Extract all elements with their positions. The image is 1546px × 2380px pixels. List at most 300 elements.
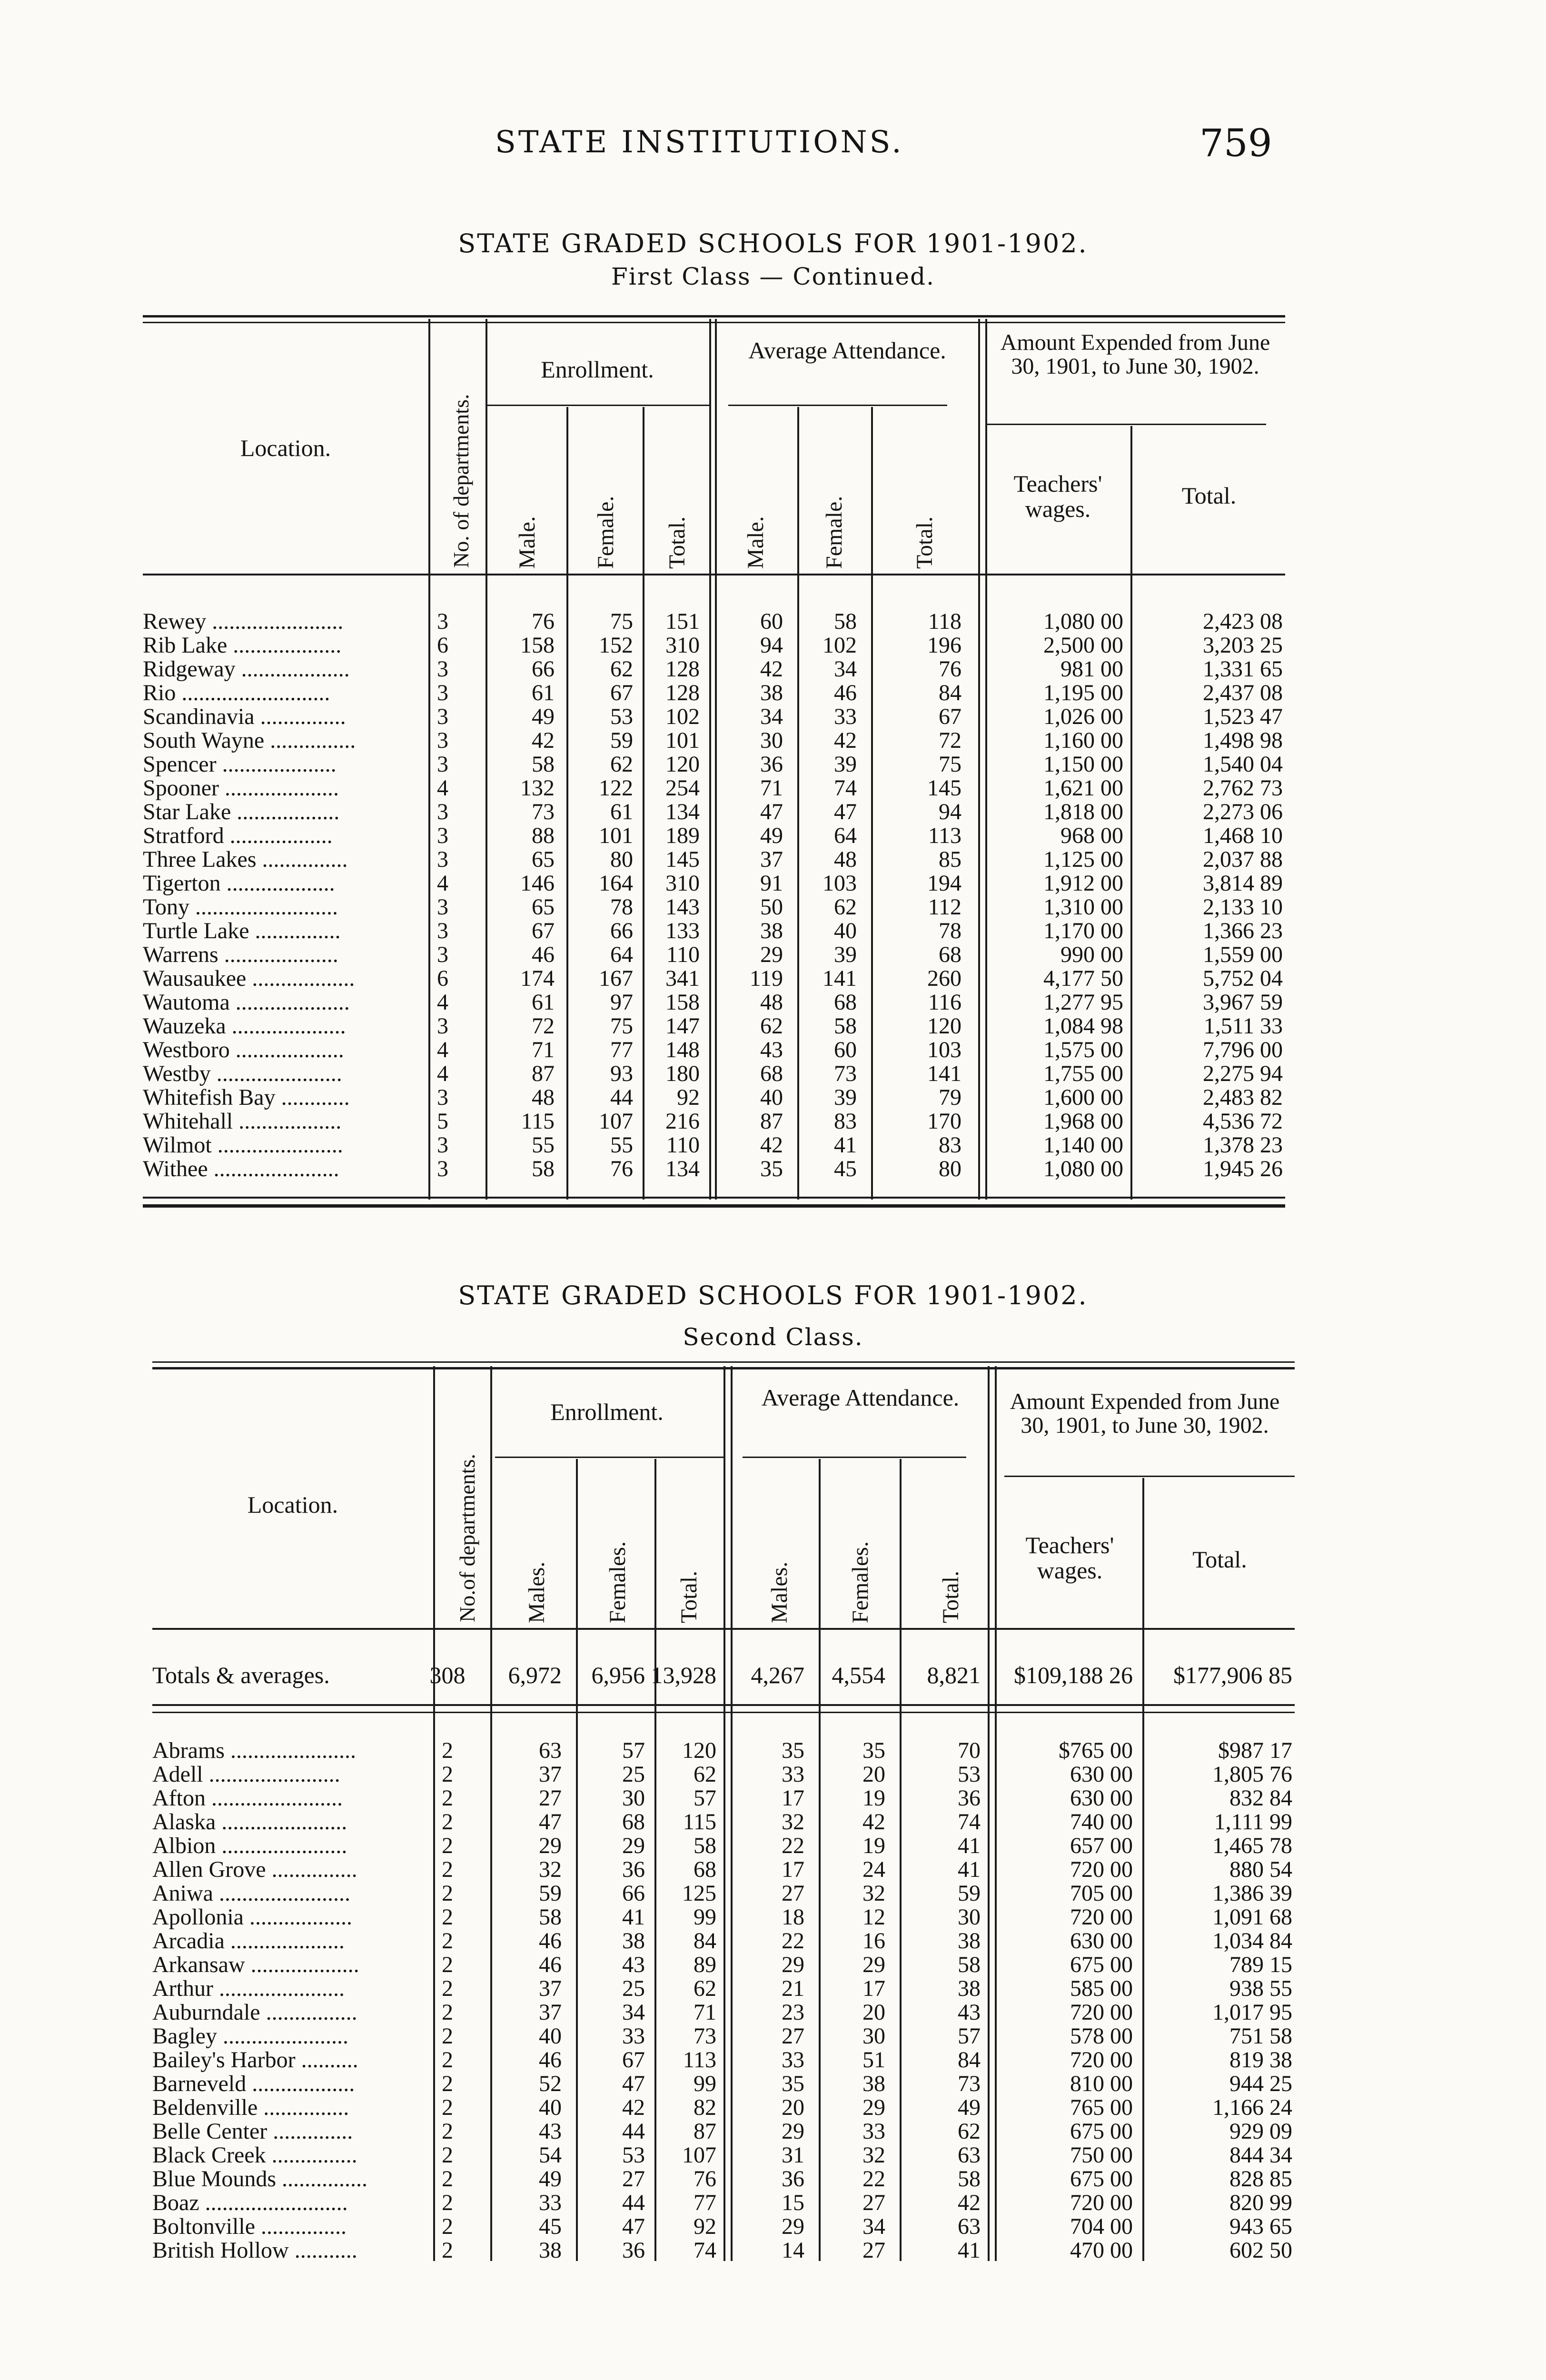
- wages-cell: 1,125 00: [1043, 847, 1123, 872]
- ef-cell: 29: [622, 1833, 645, 1858]
- af-cell: 42: [834, 728, 857, 753]
- wages-cell: 765 00: [1070, 2095, 1133, 2120]
- wages-cell: 1,080 00: [1043, 1156, 1123, 1181]
- am-cell: 47: [760, 799, 783, 824]
- af-cell: 47: [834, 799, 857, 824]
- am-cell: 48: [760, 990, 783, 1015]
- am-cell: 68: [760, 1061, 783, 1086]
- total-cell: 1,366 23: [1203, 918, 1283, 943]
- em-cell: 29: [539, 1833, 562, 1858]
- et-cell: 62: [694, 1762, 716, 1787]
- wages-cell: 704 00: [1070, 2214, 1133, 2239]
- total-cell: 2,037 88: [1203, 847, 1283, 872]
- at-cell: 85: [939, 847, 961, 872]
- wages-cell: 810 00: [1070, 2071, 1133, 2096]
- am-cell: 94: [760, 633, 783, 658]
- dep-cell: 3: [437, 1156, 448, 1181]
- location-cell: Arthur ......................: [152, 1976, 345, 2001]
- enroll-female-header-2: Females.: [605, 1541, 630, 1623]
- em-cell: 37: [539, 2000, 562, 2025]
- af-cell: 39: [834, 752, 857, 777]
- location-cell: Arcadia ....................: [152, 1928, 345, 1954]
- attendance-header-2: Average Attendance.: [761, 1384, 960, 1411]
- em-cell: 40: [539, 2023, 562, 2049]
- wages-cell: 470 00: [1070, 2238, 1133, 2263]
- dep-cell: 2: [442, 2190, 453, 2215]
- em-cell: 65: [532, 847, 555, 872]
- total-cell: 751 58: [1229, 2023, 1292, 2049]
- table-row: [152, 1999, 1295, 2023]
- totals-em-cell: 6,972: [508, 1662, 562, 1688]
- et-cell: 110: [666, 942, 700, 967]
- table-row: [143, 704, 1285, 727]
- total-cell: 1,166 24: [1212, 2095, 1292, 2120]
- em-cell: 67: [532, 918, 555, 943]
- wages-cell: 4,177 50: [1043, 966, 1123, 991]
- wages-cell: 1,170 00: [1043, 918, 1123, 943]
- ef-cell: 66: [622, 1881, 645, 1906]
- location-cell: Tigerton ...................: [143, 871, 335, 896]
- total-cell: 3,814 89: [1203, 871, 1283, 896]
- am-cell: 29: [760, 942, 783, 967]
- departments-header: No. of departments.: [449, 394, 473, 568]
- am-cell: 14: [782, 2238, 804, 2263]
- dep-cell: 5: [437, 1109, 448, 1134]
- et-cell: 89: [694, 1952, 716, 1977]
- wages-cell: 720 00: [1070, 1904, 1133, 1930]
- location-cell: Scandinavia ...............: [143, 704, 346, 729]
- ef-cell: 44: [610, 1085, 633, 1110]
- total-cell: 789 15: [1229, 1952, 1292, 1977]
- table-row: [143, 1061, 1285, 1084]
- at-cell: 76: [939, 656, 961, 682]
- em-cell: 146: [520, 871, 555, 896]
- wages-cell: 1,160 00: [1043, 728, 1123, 753]
- totals-total-cell: $177,906 85: [1173, 1662, 1292, 1688]
- ef-cell: 167: [599, 966, 633, 991]
- wages-cell: 1,600 00: [1043, 1085, 1123, 1110]
- dep-cell: 2: [442, 2166, 453, 2192]
- location-cell: Wauzeka ....................: [143, 1013, 346, 1039]
- ef-cell: 25: [622, 1976, 645, 2001]
- ef-cell: 57: [622, 1738, 645, 1763]
- attend-female-header-2: Females.: [848, 1541, 873, 1623]
- et-cell: 68: [694, 1857, 716, 1882]
- location-cell: Wilmot ......................: [143, 1132, 343, 1158]
- af-cell: 103: [823, 871, 857, 896]
- location-cell: Rio ..........................: [143, 680, 330, 705]
- ef-cell: 152: [599, 633, 633, 658]
- dep-cell: 4: [437, 871, 448, 896]
- ef-cell: 78: [610, 894, 633, 920]
- dep-cell: 3: [437, 918, 448, 943]
- wages-cell: 968 00: [1060, 823, 1123, 848]
- dep-cell: 2: [442, 1928, 453, 1954]
- dep-cell: 2: [442, 1809, 453, 1835]
- af-cell: 83: [834, 1109, 857, 1134]
- total-expended-header: Total.: [1181, 482, 1237, 509]
- wages-cell: 630 00: [1070, 1785, 1133, 1811]
- location-cell: Rib Lake ...................: [143, 633, 342, 658]
- am-cell: 35: [782, 1738, 804, 1763]
- am-cell: 35: [782, 2071, 804, 2096]
- running-title: STATE INSTITUTIONS.: [495, 125, 904, 160]
- location-cell: Auburndale ................: [152, 2000, 357, 2025]
- table-row: [152, 1975, 1295, 1999]
- et-cell: 134: [665, 1156, 700, 1181]
- wages-cell: 1,140 00: [1043, 1132, 1123, 1158]
- em-cell: 38: [539, 2238, 562, 2263]
- table-row: [152, 2142, 1295, 2166]
- dep-cell: 3: [437, 1013, 448, 1039]
- total-cell: 1,540 04: [1203, 752, 1283, 777]
- attend-female-header: Female.: [822, 496, 847, 569]
- wages-cell: 1,195 00: [1043, 680, 1123, 705]
- af-cell: 32: [862, 2142, 885, 2168]
- total-cell: 1,331 65: [1203, 656, 1283, 682]
- et-cell: 310: [665, 871, 700, 896]
- em-cell: 76: [532, 609, 555, 634]
- location-cell: Warrens ....................: [143, 942, 338, 967]
- dep-cell: 3: [437, 894, 448, 920]
- af-cell: 102: [823, 633, 857, 658]
- at-cell: 49: [958, 2095, 981, 2120]
- at-cell: 94: [939, 799, 961, 824]
- ef-cell: 27: [622, 2166, 645, 2192]
- em-cell: 55: [532, 1132, 555, 1158]
- ef-cell: 97: [610, 990, 633, 1015]
- af-cell: 141: [823, 966, 857, 991]
- enroll-male-header-2: Males.: [524, 1561, 549, 1623]
- am-cell: 32: [782, 1809, 804, 1835]
- table1: [143, 309, 1285, 1233]
- et-cell: 125: [682, 1881, 716, 1906]
- attendance-header: Average Attendance.: [748, 337, 946, 364]
- dep-cell: 2: [442, 2047, 453, 2073]
- table-row: [143, 942, 1285, 965]
- location-cell: Blue Mounds ...............: [152, 2166, 368, 2192]
- et-cell: 107: [682, 2142, 716, 2168]
- ef-cell: 41: [622, 1904, 645, 1930]
- at-cell: 84: [939, 680, 961, 705]
- at-cell: 118: [928, 609, 961, 634]
- am-cell: 15: [782, 2190, 804, 2215]
- table-row: [143, 656, 1285, 680]
- location-cell: Adell .......................: [152, 1762, 340, 1787]
- location-cell: Westby ......................: [143, 1061, 342, 1086]
- at-cell: 194: [927, 871, 961, 896]
- at-cell: 75: [939, 752, 961, 777]
- ef-cell: 44: [622, 2190, 645, 2215]
- totals-wages-cell: $109,188 26: [1014, 1662, 1133, 1688]
- table-row: [152, 2166, 1295, 2190]
- et-cell: 92: [694, 2214, 716, 2239]
- dep-cell: 4: [437, 775, 448, 801]
- et-cell: 120: [665, 752, 700, 777]
- dep-cell: 2: [442, 2142, 453, 2168]
- total-cell: 2,133 10: [1203, 894, 1283, 920]
- location-cell: Bagley ......................: [152, 2023, 348, 2049]
- dep-cell: 4: [437, 1037, 448, 1062]
- ef-cell: 55: [610, 1132, 633, 1158]
- location-cell: British Hollow ...........: [152, 2238, 357, 2263]
- wages-cell: 720 00: [1070, 1857, 1133, 1882]
- ef-cell: 80: [610, 847, 633, 872]
- teachers-wages-header: Teachers' wages.: [1013, 470, 1102, 522]
- em-cell: 132: [520, 775, 555, 801]
- am-cell: 37: [760, 847, 783, 872]
- table-row: [143, 751, 1285, 775]
- enroll-total-header-2: Total.: [676, 1571, 702, 1623]
- table-row: [143, 1108, 1285, 1132]
- total-cell: 880 54: [1229, 1857, 1292, 1882]
- et-cell: 73: [694, 2023, 716, 2049]
- et-cell: 145: [665, 847, 700, 872]
- am-cell: 21: [782, 1976, 804, 2001]
- wages-cell: 720 00: [1070, 2000, 1133, 2025]
- af-cell: 17: [862, 1976, 885, 2001]
- ef-cell: 53: [622, 2142, 645, 2168]
- location-cell: Beldenville ...............: [152, 2095, 349, 2120]
- am-cell: 49: [760, 823, 783, 848]
- wages-cell: 657 00: [1070, 1833, 1133, 1858]
- dep-cell: 6: [437, 966, 448, 991]
- ef-cell: 122: [599, 775, 633, 801]
- wages-cell: 630 00: [1070, 1928, 1133, 1954]
- wages-cell: 990 00: [1060, 942, 1123, 967]
- dep-cell: 3: [437, 728, 448, 753]
- am-cell: 29: [782, 2214, 804, 2239]
- em-cell: 72: [532, 1013, 555, 1039]
- ef-cell: 66: [610, 918, 633, 943]
- am-cell: 38: [760, 680, 783, 705]
- af-cell: 42: [862, 1809, 885, 1835]
- et-cell: 92: [677, 1085, 700, 1110]
- total-cell: 1,523 47: [1203, 704, 1283, 729]
- af-cell: 24: [862, 1857, 885, 1882]
- wages-cell: 585 00: [1070, 1976, 1133, 2001]
- table-row: [143, 846, 1285, 870]
- totals-row-cells: [152, 1661, 1295, 1688]
- dep-cell: 3: [437, 609, 448, 634]
- table-row: [152, 2094, 1295, 2118]
- location-cell: South Wayne ...............: [143, 728, 356, 753]
- em-cell: 49: [539, 2166, 562, 2192]
- table-row: [152, 1785, 1295, 1809]
- ef-cell: 44: [622, 2119, 645, 2144]
- et-cell: 143: [665, 894, 700, 920]
- am-cell: 27: [782, 2023, 804, 2049]
- ef-cell: 38: [622, 1928, 645, 1954]
- table-row: [143, 775, 1285, 799]
- location-cell: Tony .........................: [143, 894, 338, 920]
- dep-cell: 2: [442, 1976, 453, 2001]
- ef-cell: 25: [622, 1762, 645, 1787]
- location-cell: Spooner ....................: [143, 775, 339, 801]
- table-row: [152, 1737, 1295, 1761]
- wages-cell: 740 00: [1070, 1809, 1133, 1835]
- af-cell: 20: [862, 1762, 885, 1787]
- total-cell: 1,034 84: [1212, 1928, 1292, 1954]
- location-cell: Three Lakes ...............: [143, 847, 348, 872]
- am-cell: 33: [782, 1762, 804, 1787]
- ef-cell: 42: [622, 2095, 645, 2120]
- em-cell: 71: [532, 1037, 555, 1062]
- total-cell: 2,483 82: [1203, 1085, 1283, 1110]
- dep-cell: 2: [442, 1881, 453, 1906]
- af-cell: 58: [834, 609, 857, 634]
- af-cell: 45: [834, 1156, 857, 1181]
- et-cell: 74: [694, 2238, 716, 2263]
- table2-title: STATE GRADED SCHOOLS FOR 1901-1902.: [458, 1280, 1088, 1310]
- departments-header-2: No.of departments.: [455, 1454, 479, 1622]
- at-cell: 38: [958, 1928, 981, 1954]
- ef-cell: 34: [622, 2000, 645, 2025]
- at-cell: 41: [958, 2238, 981, 2263]
- location-cell: Stratford ..................: [143, 823, 333, 848]
- et-cell: 115: [683, 1809, 716, 1835]
- am-cell: 17: [782, 1785, 804, 1811]
- at-cell: 145: [927, 775, 961, 801]
- dep-cell: 3: [437, 704, 448, 729]
- wages-cell: 720 00: [1070, 2047, 1133, 2073]
- em-cell: 61: [532, 990, 555, 1015]
- em-cell: 42: [532, 728, 555, 753]
- table-row: [143, 1013, 1285, 1037]
- total-cell: 2,275 94: [1203, 1061, 1283, 1086]
- et-cell: 71: [694, 2000, 716, 2025]
- total-cell: 1,378 23: [1203, 1132, 1283, 1158]
- af-cell: 34: [834, 656, 857, 682]
- em-cell: 48: [532, 1085, 555, 1110]
- ef-cell: 67: [622, 2047, 645, 2073]
- dep-cell: 2: [442, 1857, 453, 1882]
- am-cell: 42: [760, 656, 783, 682]
- table-row: [152, 2190, 1295, 2213]
- wages-cell: 675 00: [1070, 1952, 1133, 1977]
- et-cell: 99: [694, 2071, 716, 2096]
- table-row: [152, 2213, 1295, 2237]
- et-cell: 134: [665, 799, 700, 824]
- em-cell: 54: [539, 2142, 562, 2168]
- ef-cell: 75: [610, 1013, 633, 1039]
- dep-cell: 3: [437, 823, 448, 848]
- am-cell: 35: [760, 1156, 783, 1181]
- location-cell: Spencer ....................: [143, 752, 337, 777]
- table-row: [152, 1952, 1295, 1975]
- total-cell: $987 17: [1218, 1738, 1292, 1763]
- et-cell: 87: [694, 2119, 716, 2144]
- wages-cell: 981 00: [1060, 656, 1123, 682]
- total-cell: 819 38: [1229, 2047, 1292, 2073]
- total-cell: 4,536 72: [1203, 1109, 1283, 1134]
- af-cell: 39: [834, 942, 857, 967]
- total-cell: 1,559 00: [1203, 942, 1283, 967]
- expended-header: Amount Expended from June 30, 1901, to June 30, 1902.: [1000, 330, 1270, 379]
- ef-cell: 77: [610, 1037, 633, 1062]
- af-cell: 38: [862, 2071, 885, 2096]
- total-cell: 929 09: [1229, 2119, 1292, 2144]
- total-cell: 2,437 08: [1203, 680, 1283, 705]
- em-cell: 88: [532, 823, 555, 848]
- af-cell: 64: [834, 823, 857, 848]
- af-cell: 30: [862, 2023, 885, 2049]
- ef-cell: 62: [610, 752, 633, 777]
- et-cell: 82: [694, 2095, 716, 2120]
- table-row: [152, 1904, 1295, 1928]
- dep-cell: 2: [442, 1904, 453, 1930]
- expended-header-2: Amount Expended from June 30, 1901, to June 30, 1902.: [1010, 1389, 1280, 1438]
- am-cell: 42: [760, 1132, 783, 1158]
- af-cell: 12: [862, 1904, 885, 1930]
- at-cell: 42: [958, 2190, 981, 2215]
- et-cell: 57: [694, 1785, 716, 1811]
- table-row: [143, 727, 1285, 751]
- location-cell: Whitefish Bay ............: [143, 1085, 350, 1110]
- wages-cell: 1,818 00: [1043, 799, 1123, 824]
- table-row: [143, 1156, 1285, 1180]
- et-cell: 58: [694, 1833, 716, 1858]
- dep-cell: 3: [437, 847, 448, 872]
- totals-label: Totals & averages.: [152, 1662, 330, 1688]
- at-cell: 68: [939, 942, 961, 967]
- totals-at-cell: 8,821: [927, 1662, 981, 1688]
- location-cell: Rewey .......................: [143, 609, 344, 634]
- em-cell: 49: [532, 704, 555, 729]
- af-cell: 33: [834, 704, 857, 729]
- af-cell: 58: [834, 1013, 857, 1039]
- total-cell: 1,945 26: [1203, 1156, 1283, 1181]
- am-cell: 29: [782, 2119, 804, 2144]
- wages-cell: 1,575 00: [1043, 1037, 1123, 1062]
- am-cell: 30: [760, 728, 783, 753]
- af-cell: 39: [834, 1085, 857, 1110]
- dep-cell: 2: [442, 1738, 453, 1763]
- et-cell: 62: [694, 1976, 716, 2001]
- dep-cell: 3: [437, 1132, 448, 1158]
- table-row: [152, 1880, 1295, 1904]
- et-cell: 310: [665, 633, 700, 658]
- em-cell: 73: [532, 799, 555, 824]
- total-cell: 1,091 68: [1212, 1904, 1292, 1930]
- am-cell: 87: [760, 1109, 783, 1134]
- am-cell: 36: [782, 2166, 804, 2192]
- at-cell: 58: [958, 2166, 981, 2192]
- location-cell: Belle Center ..............: [152, 2119, 353, 2144]
- total-cell: 844 34: [1229, 2142, 1292, 2168]
- table-row: [143, 918, 1285, 942]
- ef-cell: 61: [610, 799, 633, 824]
- ef-cell: 76: [610, 1156, 633, 1181]
- af-cell: 48: [834, 847, 857, 872]
- em-cell: 58: [532, 1156, 555, 1181]
- et-cell: 180: [665, 1061, 700, 1086]
- em-cell: 46: [532, 942, 555, 967]
- at-cell: 120: [927, 1013, 961, 1039]
- wages-cell: 1,310 00: [1043, 894, 1123, 920]
- am-cell: 36: [760, 752, 783, 777]
- wages-cell: 705 00: [1070, 1881, 1133, 1906]
- af-cell: 19: [862, 1833, 885, 1858]
- total-cell: 1,017 95: [1212, 2000, 1292, 2025]
- at-cell: 103: [927, 1037, 961, 1062]
- total-cell: 944 25: [1229, 2071, 1292, 2096]
- em-cell: 65: [532, 894, 555, 920]
- at-cell: 41: [958, 1833, 981, 1858]
- af-cell: 27: [862, 2238, 885, 2263]
- dep-cell: 2: [442, 1952, 453, 1977]
- em-cell: 63: [539, 1738, 562, 1763]
